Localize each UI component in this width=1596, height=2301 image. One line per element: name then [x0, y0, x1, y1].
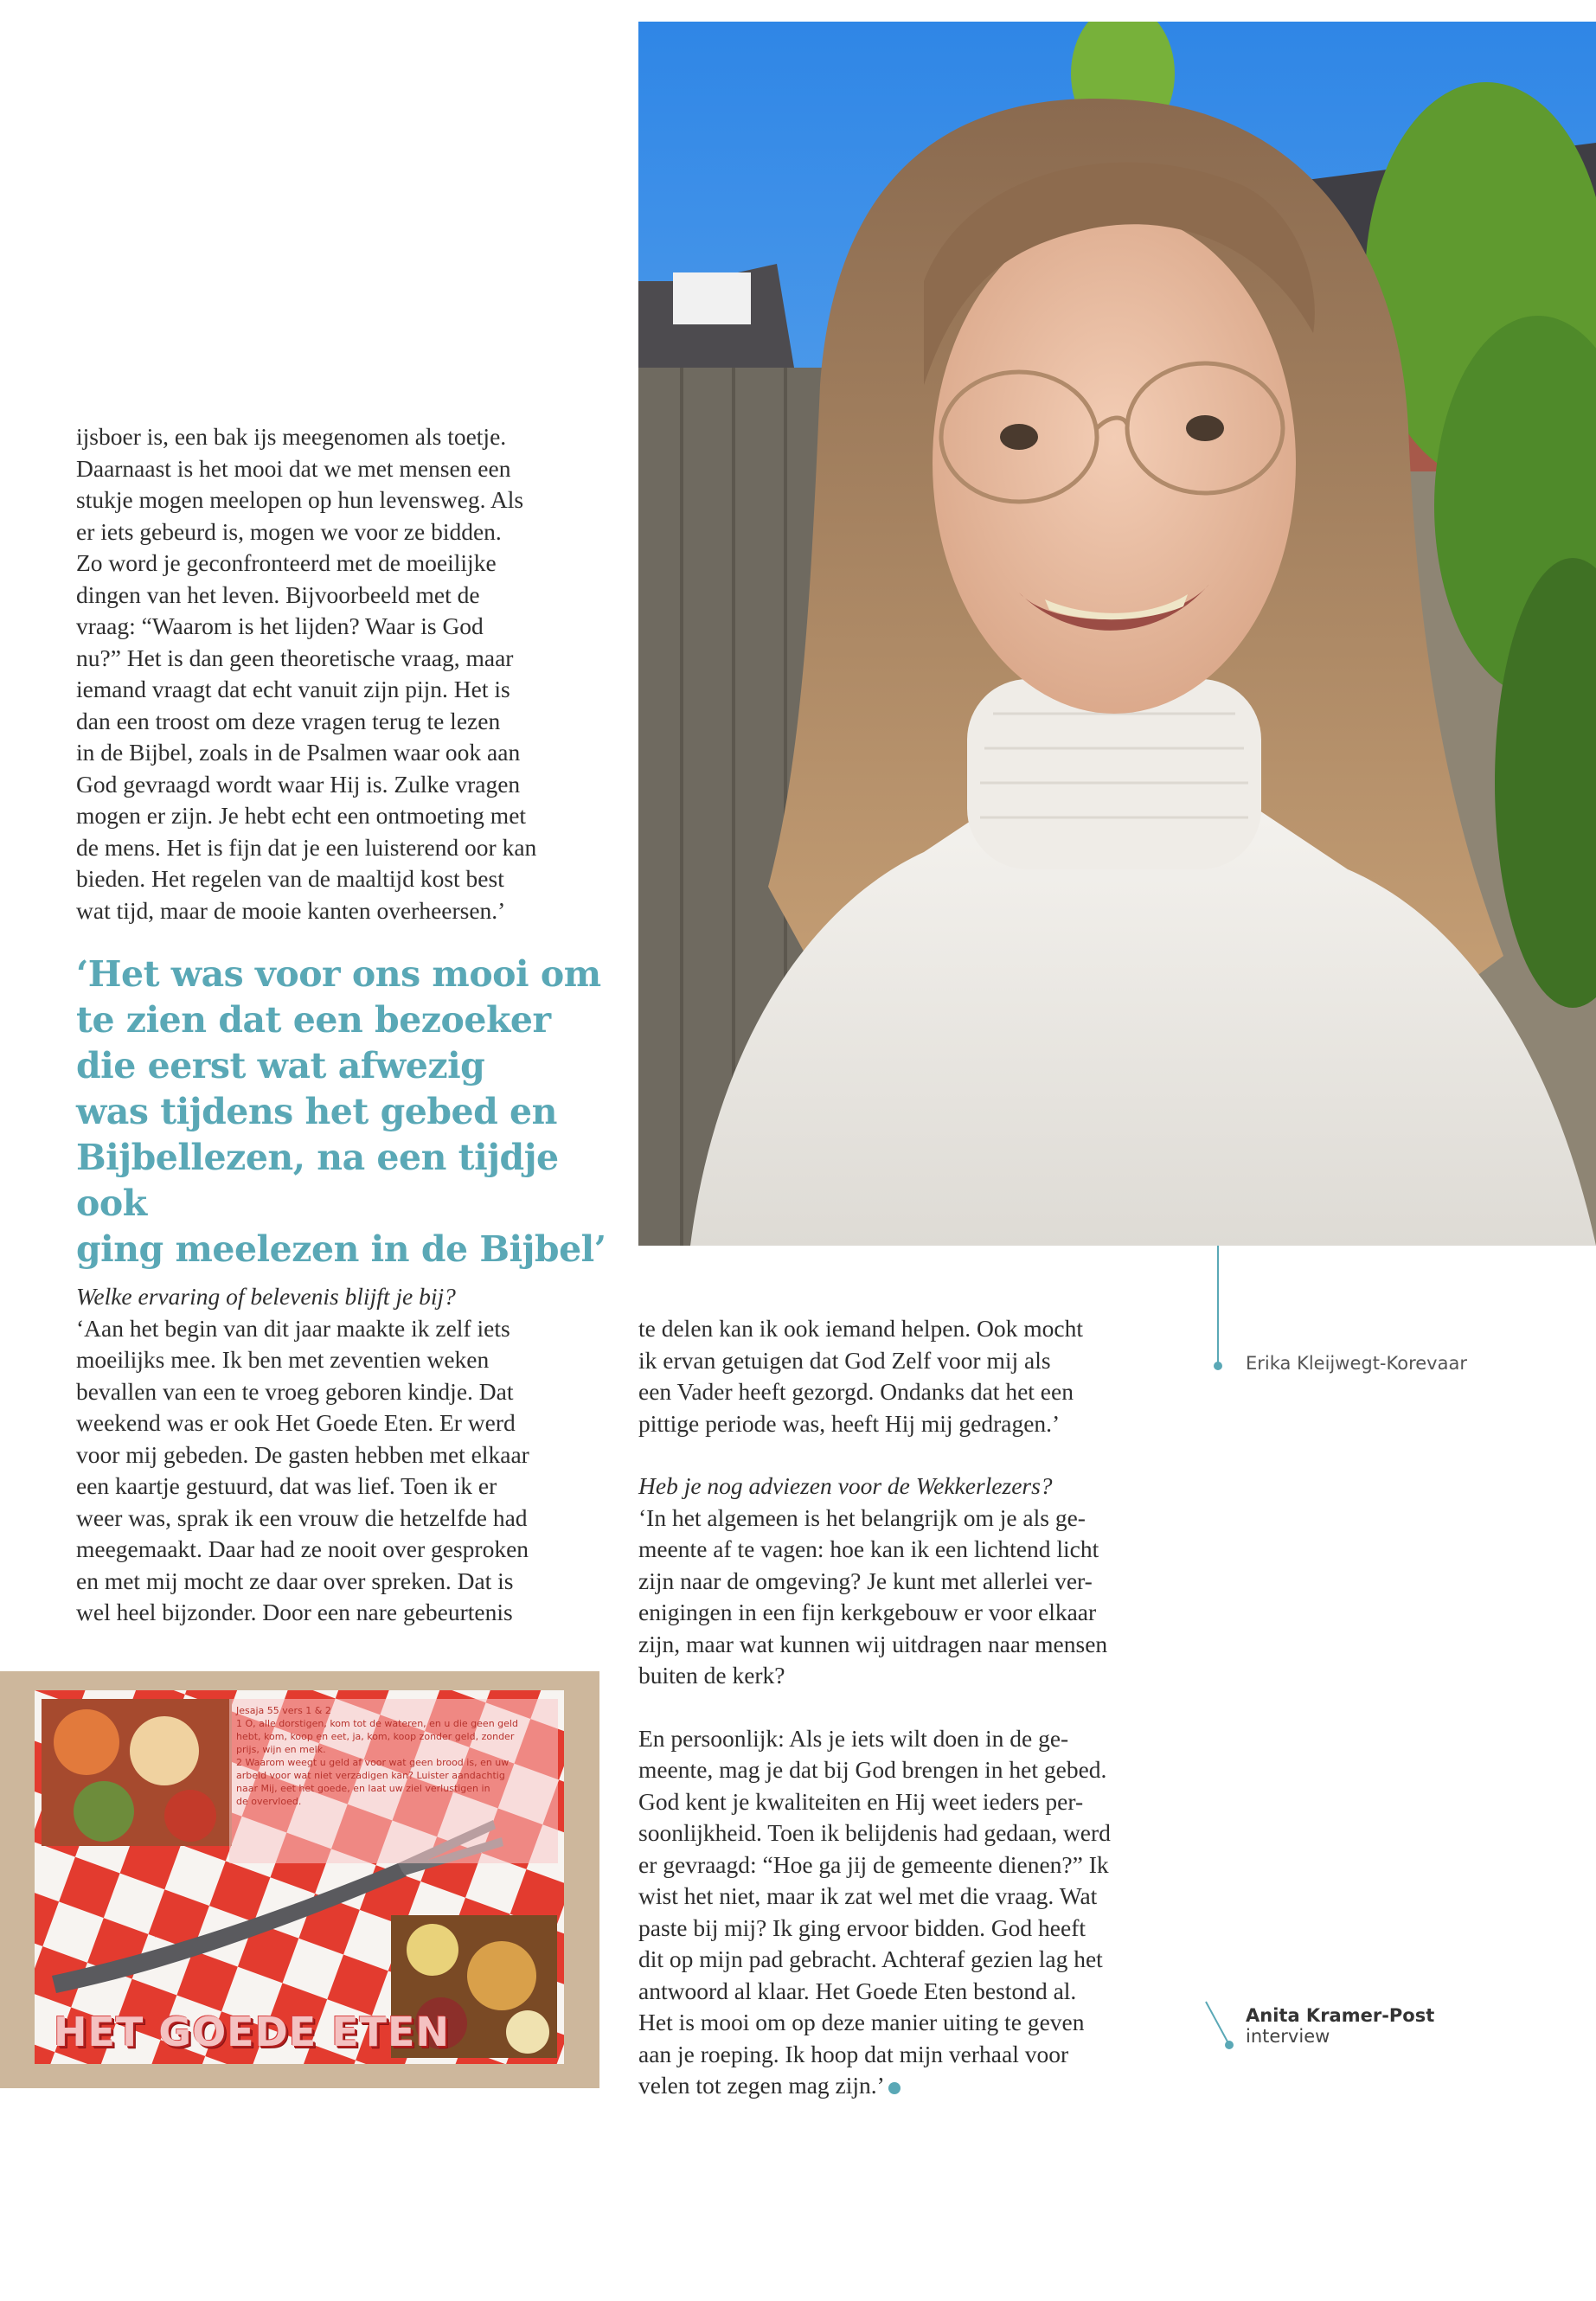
pull-quote: ‘Het was voor ons mooi om te zien dat een bezoeker die eerst wat afwezig was tijdens het gebed en Bijbellezen, na een tijdje ook ging meelezen in de Bijbel’ — [76, 953, 606, 1270]
caption-dot-icon — [1214, 1362, 1222, 1370]
answer-3-text: En persoonlijk: Als je iets wilt doen in de ge- meente, mag je dat bij God brengen in het gebed. God kent je kwaliteiten en Hij weet ieders per- soonlijkheid. Toen ik belijdenis had gedaan, werd er gevraagd: “Hoe ga jij de gemeente dienen?” Ik wist het niet, maar ik zat wel met die vraag. Wat paste bij mij? Ik ging ervoor bidden. God heeft dit op mijn pad gebracht. Achteraf gezien lag het antwoord al klaar. Het Goede Eten bestond al. Het is mooi om op deze manier uiting te geven aan je roeping. Ik hoop dat mijn verhaal voor velen tot zegen mag zijn.’ — [638, 1724, 1111, 2099]
middle-column — [638, 1313, 1192, 2102]
credit-pointer-icon — [1202, 1998, 1237, 2050]
question-2: Heb je nog adviezen voor de Wekkerlezers? — [638, 1472, 1053, 1499]
portrait-illustration — [638, 22, 1596, 1246]
answer1-block — [76, 1281, 630, 1629]
left-column-text: ijsboer is, een bak ijs meegenomen als toetje. Daarnaast is het mooi dat we met mensen een stukje mogen meelopen op hun levensweg. Als er iets gebeurd is, mogen we voor ze bidden. Zo word je geconfronteerd met de moeilijke dingen van het leven. Bijvoorbeeld met de vraag: “Waarom is het lijden? Waar is God nu?” Het is dan geen theoretische vraag, maar iemand vraagt dat echt vanuit zijn pijn. Het is dan een troost om deze vragen terug te lezen in de Bijbel, zoals in de Psalmen waar ook aan God gevraagd wordt waar Hij is. Zulke vragen mogen er zijn. Je hebt echt een ontmoeting met de mens. Het is fijn dat je een luisterend oor kan bieden. Het regelen van de maaltijd kost best wat tijd, maar de mooie kanten overheersen.’ — [76, 423, 537, 924]
answer-1-part-2: te delen kan ik ook iemand helpen. Ook mocht ik ervan getuigen dat God Zelf voor mij als een Vader heeft gezorgd. Ondanks dat het een pittige periode was, heeft Hij mij gedragen.’ — [638, 1315, 1083, 1437]
card-title: HET GOEDE ETEN — [54, 2009, 450, 2055]
answer-3 — [638, 1723, 1192, 2102]
card-verse: Jesaja 55 vers 1 & 2 1 O, alle dorstigen, kom tot de wateren, en u die geen geld hebt, kom, koop en eet, ja, kom, koop zonder geld, zonder prijs, wijn en melk. 2 Waarom weegt u geld af voor wat geen brood is, en uw arbeid voor wat niet verzadigen kan? Luister aandachtig naar Mij, eet het goede, en laat uw ziel verlustigen in de overvloed. — [236, 1705, 518, 1807]
caption-line — [1217, 1246, 1219, 1367]
end-dot-icon — [888, 2082, 901, 2094]
credit-name: Anita Kramer-Post — [1246, 2005, 1435, 2026]
answer-1-part-1: ‘Aan het begin van dit jaar maakte ik zelf iets moeilijks mee. Ik ben met zeventien weken bevallen van een te vroeg geboren kindje. Dat weekend was er ook Het Goede Eten. Er werd voor mij gebeden. De gasten hebben met elkaar een kaartje gestuurd, dat was lief. Toen ik er weer was, sprak ik een vrouw die hetzelfde had meegemaakt. Daar had ze nooit over gesproken en met mij mocht ze daar over spreken. Dat is wel heel bijzonder. Door een nare gebeurtenis — [76, 1314, 529, 1625]
question-1: Welke ervaring of belevenis blijft je bij? — [76, 1283, 456, 1310]
credit-role: interview — [1246, 2026, 1330, 2047]
spacer — [638, 1692, 1192, 1723]
credit — [1246, 2005, 1434, 2047]
photo-caption: Erika Kleijwegt-Korevaar — [1246, 1353, 1467, 1374]
answer-2: ‘In het algemeen is het belangrijk om je als ge- meente af te vagen: hoe kan ik een lichtend licht zijn naar de omgeving? Je kunt met allerlei ver- enigingen in een fijn kerkgebouw er voor elkaar zijn, maar wat kunnen wij uitdragen naar mensen buiten de kerk? — [638, 1503, 1108, 1689]
spacer — [638, 1439, 1192, 1471]
postcard — [35, 1690, 564, 2064]
verse-panel — [229, 1699, 558, 1863]
portrait-photo — [638, 22, 1596, 1246]
card-photo — [0, 1671, 599, 2088]
